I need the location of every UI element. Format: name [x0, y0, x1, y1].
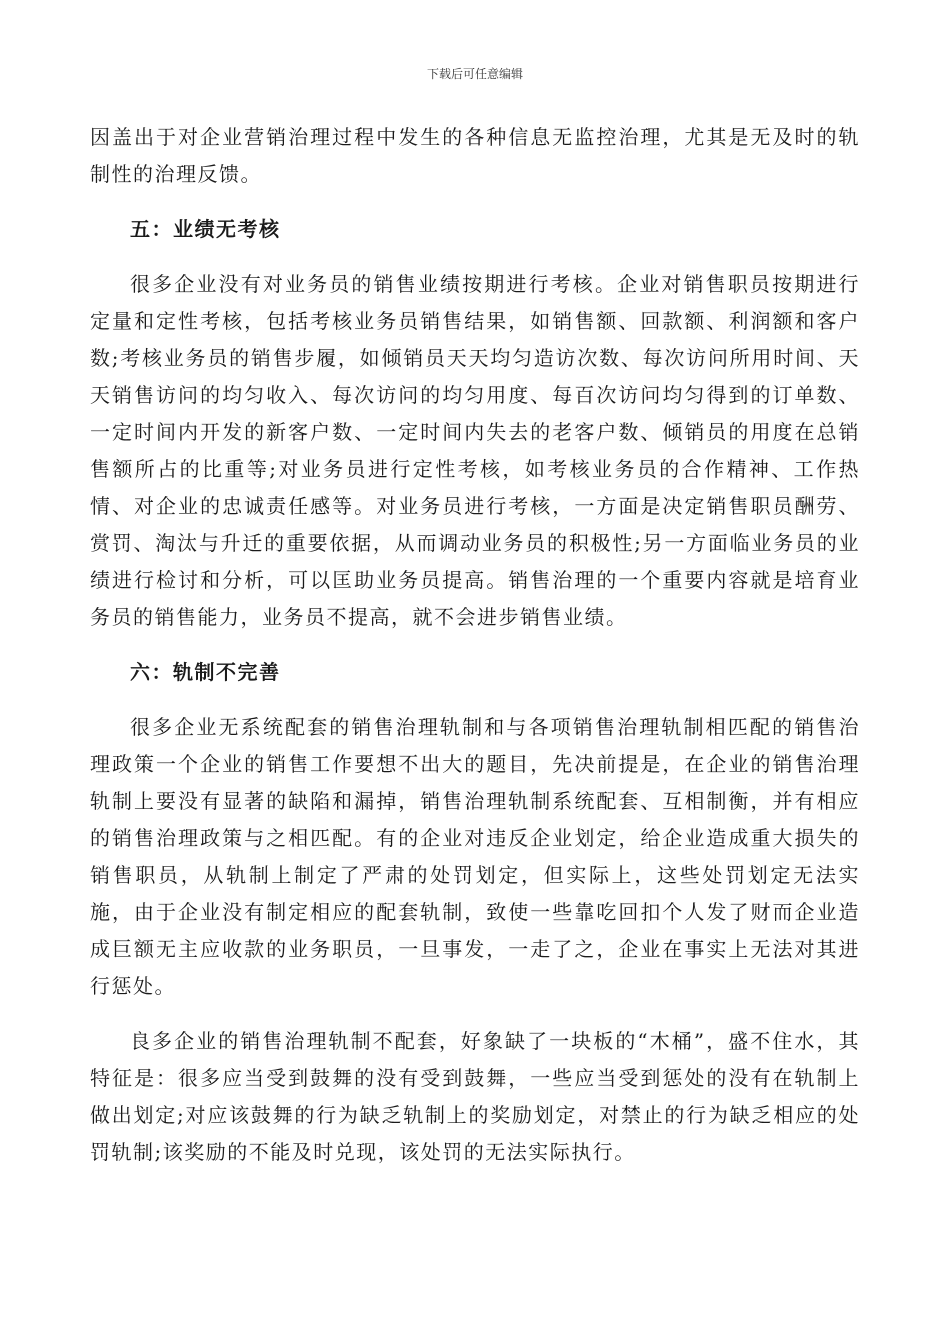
section-heading-six: 六：轨制不完善 [130, 660, 281, 684]
paragraph-section-six-1: 很多企业无系统配套的销售治理轨制和与各项销售治理轨制相匹配的销售治理政策一个企业的销售工作要想不出大的题目，先决前提是，在企业的销售治理轨制上要没有显著的缺陷和漏掉，销售治理轨制系统配套、互相制衡，并有相应的销售治理政策与之相匹配。有的企业对违反企业划定，给企业造成重大损失的销售职员，从轨制上制定了严肃的处罚划定，但实际上，这些处罚划定无法实施，由于企业没有制定相应的配套轨制，致使一些靠吃回扣个人发了财而企业造成巨额无主应收款的业务职员，一旦事发，一走了之，企业在事实上无法对其进行惩处。 [90, 715, 860, 998]
paragraph-intro: 因盖出于对企业营销治理过程中发生的各种信息无监控治理，尤其是无及时的轨制性的治理反馈。 [90, 125, 860, 186]
paragraph-section-five: 很多企业没有对业务员的销售业绩按期进行考核。企业对销售职员按期进行定量和定性考核，包括考核业务员销售结果，如销售额、回款额、利润额和客户数;考核业务员的销售步履，如倾销员天天均匀造访次数、每次访问所用时间、天天销售访问的均匀收入、每次访问的均匀用度、每百次访问均匀得到的订单数、一定时间内开发的新客户数、一定时间内失去的老客户数、倾销员的用度在总销售额所占的比重等;对业务员进行定性考核，如考核业务员的合作精神、工作热情、对企业的忠诚责任感等。对业务员进行考核，一方面是决定销售职员酬劳、赏罚、淘汰与升迁的重要依据，从而调动业务员的积极性;另一方面临业务员的业绩进行检讨和分析，可以匡助业务员提高。销售治理的一个重要内容就是培育业务员的销售能力，业务员不提高，就不会进步销售业绩。 [90, 272, 860, 629]
paragraph-section-six-2: 良多企业的销售治理轨制不配套，好象缺了一块板的“木桶”，盛不住水，其特征是：很多应当受到鼓舞的没有受到鼓舞，一些应当受到惩处的没有在轨制上做出划定;对应该鼓舞的行为缺乏轨制上的奖励划定，对禁止的行为缺乏相应的处罚轨制;该奖励的不能及时兑现，该处罚的无法实际执行。 [90, 1029, 860, 1164]
document-body [90, 119, 860, 1189]
section-heading-five: 五：业绩无考核 [130, 217, 281, 241]
page-header-note: 下载后可任意编辑 [426, 67, 523, 81]
